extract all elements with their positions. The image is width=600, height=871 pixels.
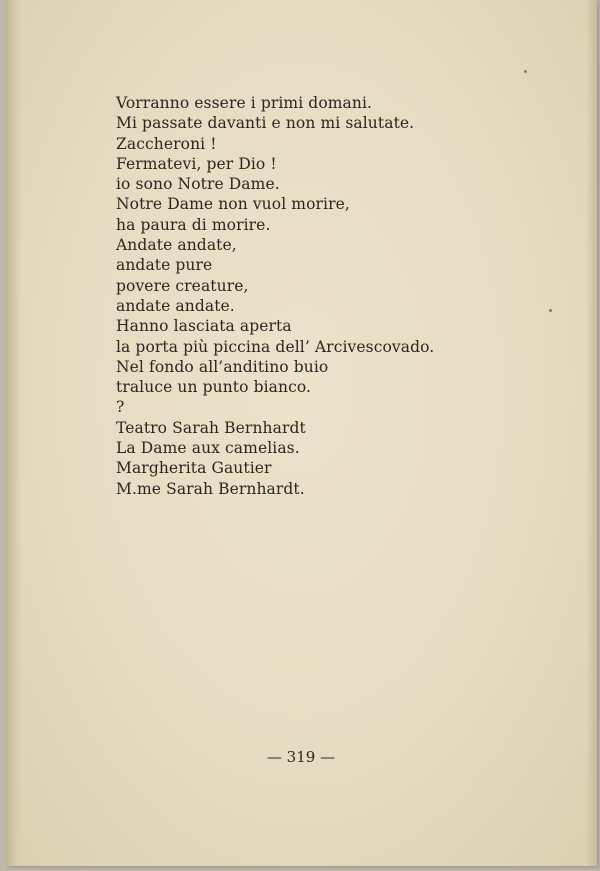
poem-line: M.me Sarah Bernhardt. [116,479,305,498]
poem-line: traluce un punto bianco. [116,378,312,397]
page-gutter [6,0,22,866]
poem-line: Fermatevi, per Dio ! [116,154,277,173]
poem-line: Nel fondo all’anditino buio [116,357,329,376]
poem-line: andate andate. [116,296,235,315]
poem-text [116,93,434,499]
poem-line: Andate andate, [116,236,237,255]
book-page [6,0,597,866]
poem-line: ha paura di morire. [116,215,271,234]
poem-line: Margherita Gautier [116,459,272,478]
paper-speck [524,70,527,73]
poem-line: povere creature, [116,276,249,295]
page-edge [586,0,596,866]
poem-line: Vorranno essere i primi domani. [116,94,373,112]
paper-speck [549,309,552,312]
poem-line: io sono Notre Dame. [116,175,280,194]
poem-line: Zaccheroni ! [116,134,217,153]
poem-line: ? [116,398,125,417]
page-number: — 319 — [266,748,336,766]
poem-line: andate pure [116,256,213,275]
poem-line: Teatro Sarah Bernhardt [116,418,306,437]
poem-line: La Dame aux camelias. [116,439,300,458]
poem-line: Mi passate davanti e non mi salutate. [116,114,415,133]
poem-line: la porta più piccina dell’ Arcivescovado. [116,337,435,356]
poem-line: Notre Dame non vuol morire, [116,195,350,214]
poem-line: Hanno lasciata aperta [116,317,292,336]
